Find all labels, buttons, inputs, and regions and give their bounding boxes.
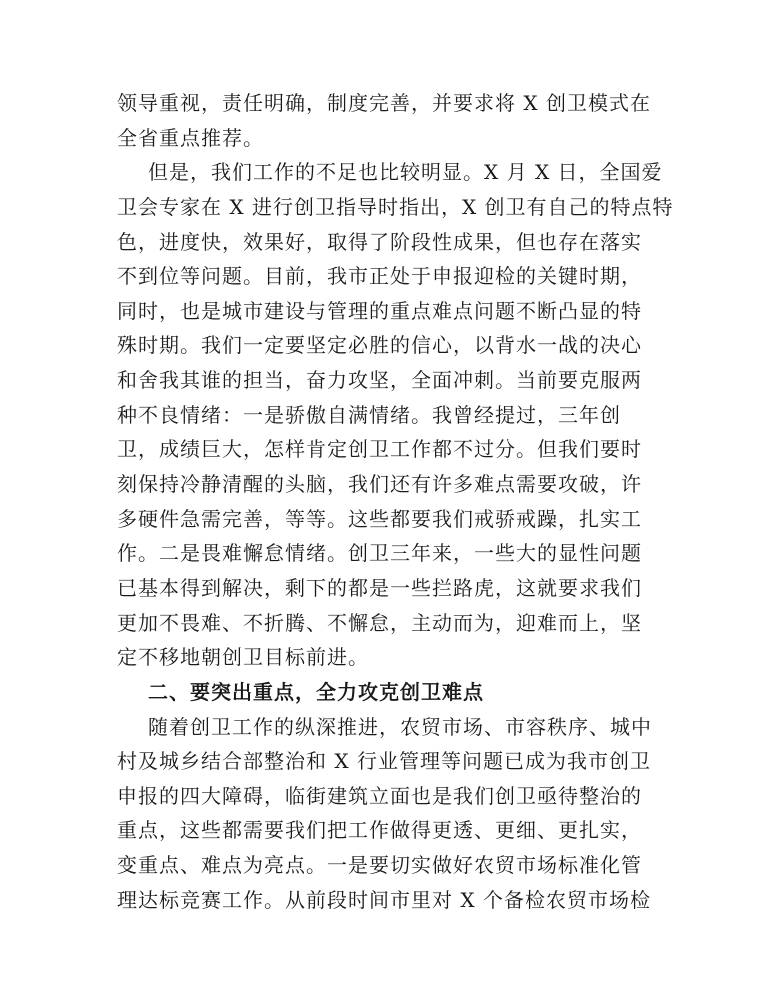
paragraph-line: 全省重点推荐。 bbox=[117, 125, 264, 150]
paragraph-line: 申报的四大障碍，临街建筑立面也是我们创卫亟待整治的 bbox=[117, 783, 642, 808]
paragraph-line: 定不移地朝创卫目标前进。 bbox=[117, 645, 369, 670]
paragraph-line: 村及城乡结合部整治和 X 行业管理等问题已成为我市创卫 bbox=[117, 749, 651, 774]
paragraph-line: 理达标竞赛工作。从前段时间市里对 X 个备检农贸市场检 bbox=[117, 887, 651, 912]
paragraph-line: 和舍我其谁的担当，奋力攻坚，全面冲刺。当前要克服两 bbox=[117, 368, 642, 393]
paragraph-line: 色，进度快，效果好，取得了阶段性成果，但也存在落实 bbox=[117, 229, 642, 254]
paragraph-line: 领导重视，责任明确，制度完善，并要求将 X 创卫模式在 bbox=[117, 91, 651, 115]
document-body bbox=[117, 86, 677, 917]
paragraph-line: 殊时期。我们一定要坚定必胜的信心，以背水一战的决心 bbox=[117, 333, 642, 358]
paragraph-line: 同时，也是城市建设与管理的重点难点问题不断凸显的特 bbox=[117, 298, 642, 323]
paragraph-line: 已基本得到解决，剩下的都是一些拦路虎，这就要求我们 bbox=[117, 575, 642, 600]
paragraph-3 bbox=[117, 710, 677, 918]
paragraph-line: 变重点、难点为亮点。一是要切实做好农贸市场标准化管 bbox=[117, 853, 642, 878]
paragraph-line: 不到位等问题。目前，我市正处于申报迎检的关键时期， bbox=[117, 264, 642, 289]
paragraph-line: 多硬件急需完善，等等。这些都要我们戒骄戒躁，扎实工 bbox=[117, 506, 642, 531]
paragraph-line: 更加不畏难、不折腾、不懈怠，主动而为，迎难而上，坚 bbox=[117, 610, 642, 635]
paragraph-line: 种不良情绪：一是骄傲自满情绪。我曾经提过，三年创 bbox=[117, 402, 621, 427]
paragraph-1 bbox=[117, 86, 677, 155]
paragraph-line: 但是，我们工作的不足也比较明显。X 月 X 日，全国爱 bbox=[148, 160, 663, 185]
paragraph-line: 卫会专家在 X 进行创卫指导时指出，X 创卫有自己的特点特 bbox=[117, 194, 674, 219]
paragraph-2 bbox=[117, 155, 677, 675]
section-heading: 二、要突出重点，全力攻克创卫难点 bbox=[148, 679, 484, 704]
paragraph-line: 重点，这些都需要我们把工作做得更透、更细、更扎实， bbox=[117, 818, 642, 843]
paragraph-line: 作。二是畏难懈怠情绪。创卫三年来，一些大的显性问题 bbox=[117, 541, 642, 566]
paragraph-line: 卫，成绩巨大，怎样肯定创卫工作都不过分。但我们要时 bbox=[117, 437, 642, 462]
paragraph-line: 随着创卫工作的纵深推进，农贸市场、市容秩序、城中 bbox=[148, 714, 652, 739]
paragraph-line: 刻保持冷静清醒的头脑，我们还有许多难点需要攻破，许 bbox=[117, 472, 642, 497]
